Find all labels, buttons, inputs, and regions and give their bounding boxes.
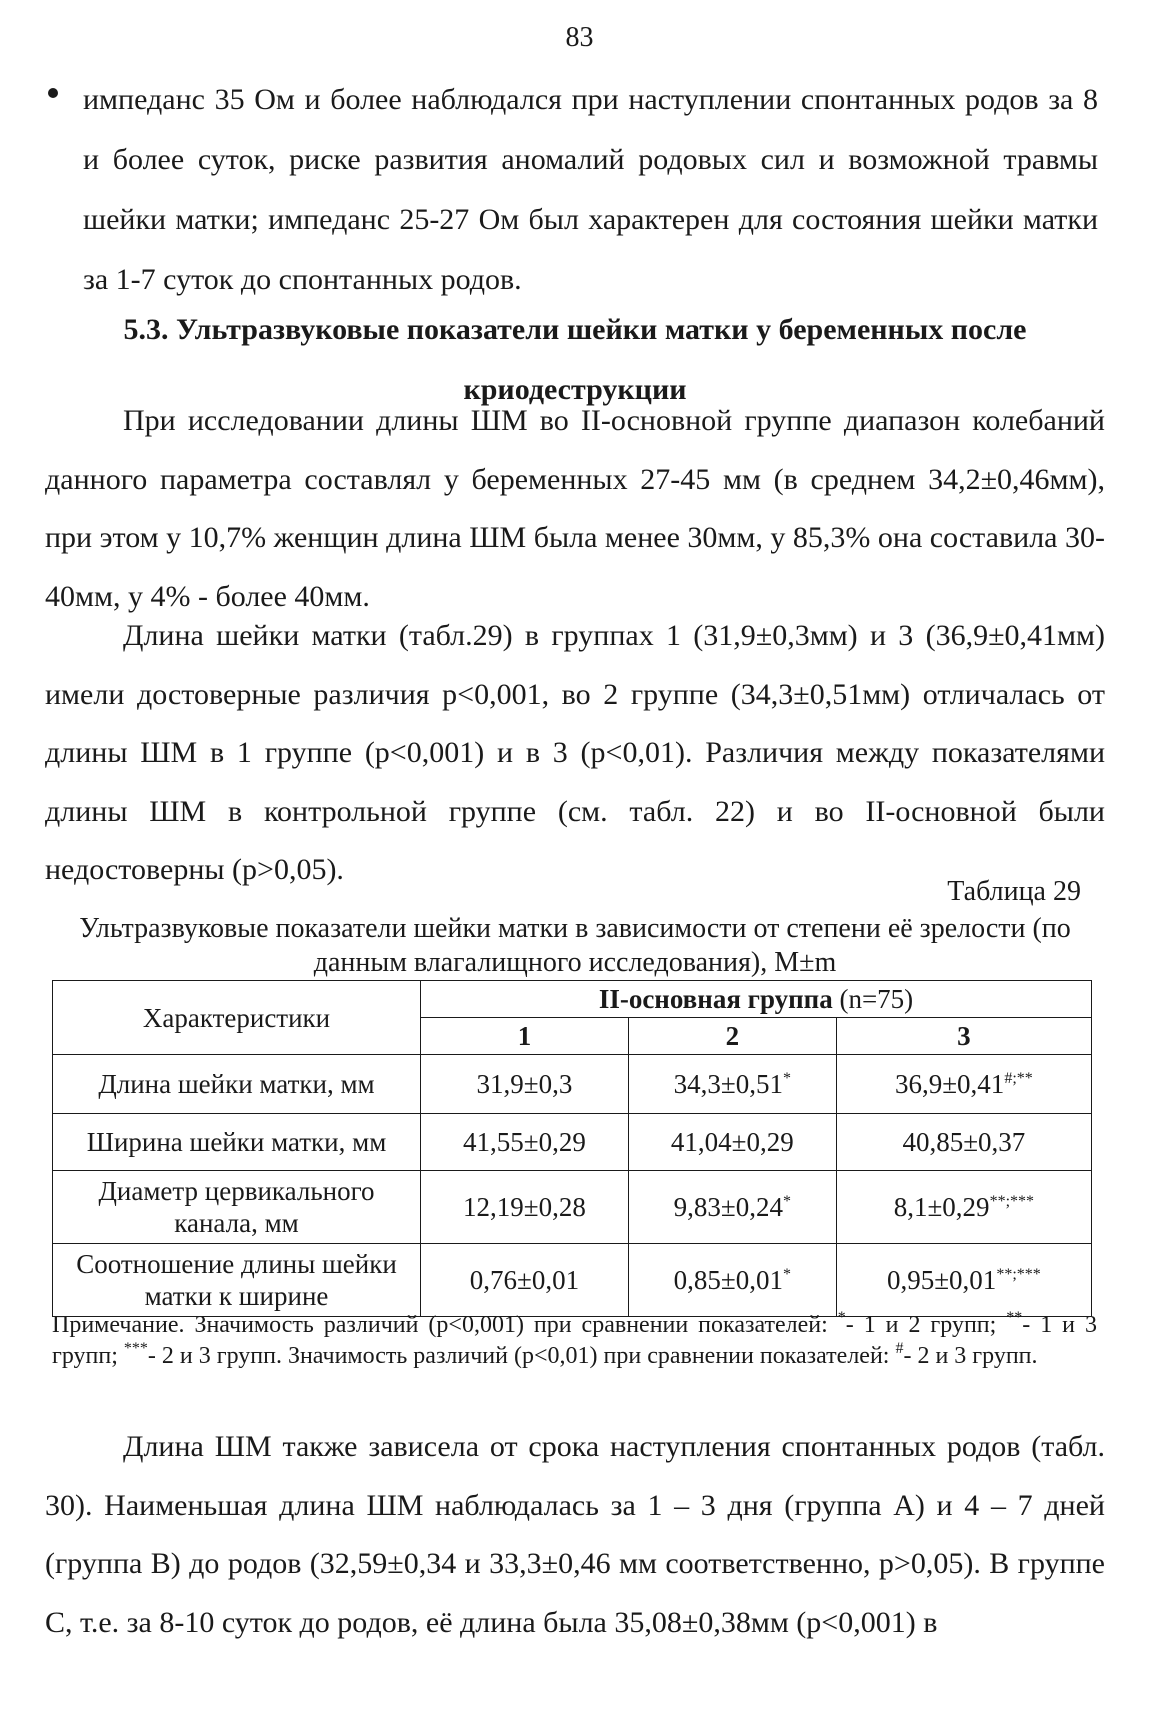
cell-group-2: 9,83±0,24* (628, 1171, 836, 1244)
cell-group-1: 12,19±0,28 (421, 1171, 629, 1244)
row-label: Ширина шейки матки, мм (53, 1114, 421, 1171)
cell-group-2: 41,04±0,29 (628, 1114, 836, 1171)
cell-group-2: 0,85±0,01* (628, 1244, 836, 1317)
paragraph-2-text: Длина шейки матки (табл.29) в группах 1 (31,9±0,3мм) и 3 (36,9±0,41мм) имели достоверные различия p<0,001, во 2 группе (34,3±0,51мм) отличалась от длины ШМ в 1 группе (p<0,001) и в 3 (p<0,01). Различия между показателями длины ШМ в контрольной группе (см. табл. 22) и во II-основной были недостоверны (p>0,05). (45, 619, 1105, 886)
cell-group-3: 40,85±0,37 (836, 1114, 1091, 1171)
row-label: Диаметр цервикального канала, мм (53, 1171, 421, 1244)
cell-group-1: 31,9±0,3 (421, 1055, 629, 1114)
cell-group-3: 0,95±0,01**;*** (836, 1244, 1091, 1317)
bullet-text: импеданс 35 Ом и более наблюдался при наступлении спонтанных родов за 8 и более суток, риске развития аномалий родовых сил и возможной травмы шейки матки; импеданс 25-27 Ом был характерен для состояния шейки матки за 1-7 суток до спонтанных родов. (83, 83, 1098, 296)
row-label: Длина шейки матки, мм (53, 1055, 421, 1114)
table-row (53, 1055, 1092, 1114)
header-group-title: II-основная группа (598, 984, 833, 1014)
section-heading-line1: 5.3. Ультразвуковые показатели шейки матки у беременных после (123, 313, 1027, 346)
paragraph-3-text: Длина ШМ также зависела от срока наступления спонтанных родов (табл. 30). Наименьшая длина ШМ наблюдалась за 1 – 3 дня (группа А) и 4 – 7 дней (группа В) до родов (32,59±0,34 и 33,3±0,46 мм соответственно, p>0,05). В группе С, т.е. за 8-10 суток до родов, её длина была 35,08±0,38мм (p<0,001) в (45, 1430, 1105, 1639)
table-row (53, 1171, 1092, 1244)
header-group (421, 981, 1092, 1018)
cell-group-1: 41,55±0,29 (421, 1114, 629, 1171)
page-number: 83 (565, 22, 594, 53)
bullet-icon (48, 88, 58, 98)
cell-group-1: 0,76±0,01 (421, 1244, 629, 1317)
paragraph-3 (45, 1418, 1105, 1652)
cell-group-3: 8,1±0,29**;*** (836, 1171, 1091, 1244)
cell-group-2: 34,3±0,51* (628, 1055, 836, 1114)
paragraph-1-text: При исследовании длины ШМ во II-основной группе диапазон колебаний данного параметра составлял у беременных 27-45 мм (в среднем 34,2±0,46мм), при этом у 10,7% женщин длина ШМ была менее 30мм, у 85,3% она составила 30-40мм, у 4% - более 40мм. (45, 404, 1105, 613)
paragraph-1 (45, 392, 1105, 626)
cell-group-3: 36,9±0,41#;** (836, 1055, 1091, 1114)
table-row (53, 1114, 1092, 1171)
table-caption: Ультразвуковые показатели шейки матки в зависимости от степени её зрелости (по данным влагалищного исследования), M±m (79, 913, 1071, 978)
results-table (52, 980, 1092, 1317)
section-heading-line2: криодеструкции (463, 373, 687, 406)
table-number: Таблица 29 (947, 876, 1081, 907)
header-col-3: 3 (836, 1018, 1091, 1055)
bullet-list-item (48, 70, 1098, 310)
paragraph-2 (45, 607, 1105, 900)
header-group-n: (n=75) (839, 984, 914, 1014)
header-col-2: 2 (628, 1018, 836, 1055)
row-label: Соотношение длины шейки матки к ширине (53, 1244, 421, 1317)
header-characteristics: Характеристики (53, 981, 421, 1055)
table-note: Примечание. Значимость различий (p<0,001) при сравнении показателей: *- 1 и 2 групп; **- 1 и 3 групп; ***- 2 и 3 групп. Значимость различий (p<0,01) при сравнении показателей: #- 2 и 3 групп. (52, 1309, 1097, 1369)
table-row (53, 1244, 1092, 1317)
header-col-1: 1 (421, 1018, 629, 1055)
